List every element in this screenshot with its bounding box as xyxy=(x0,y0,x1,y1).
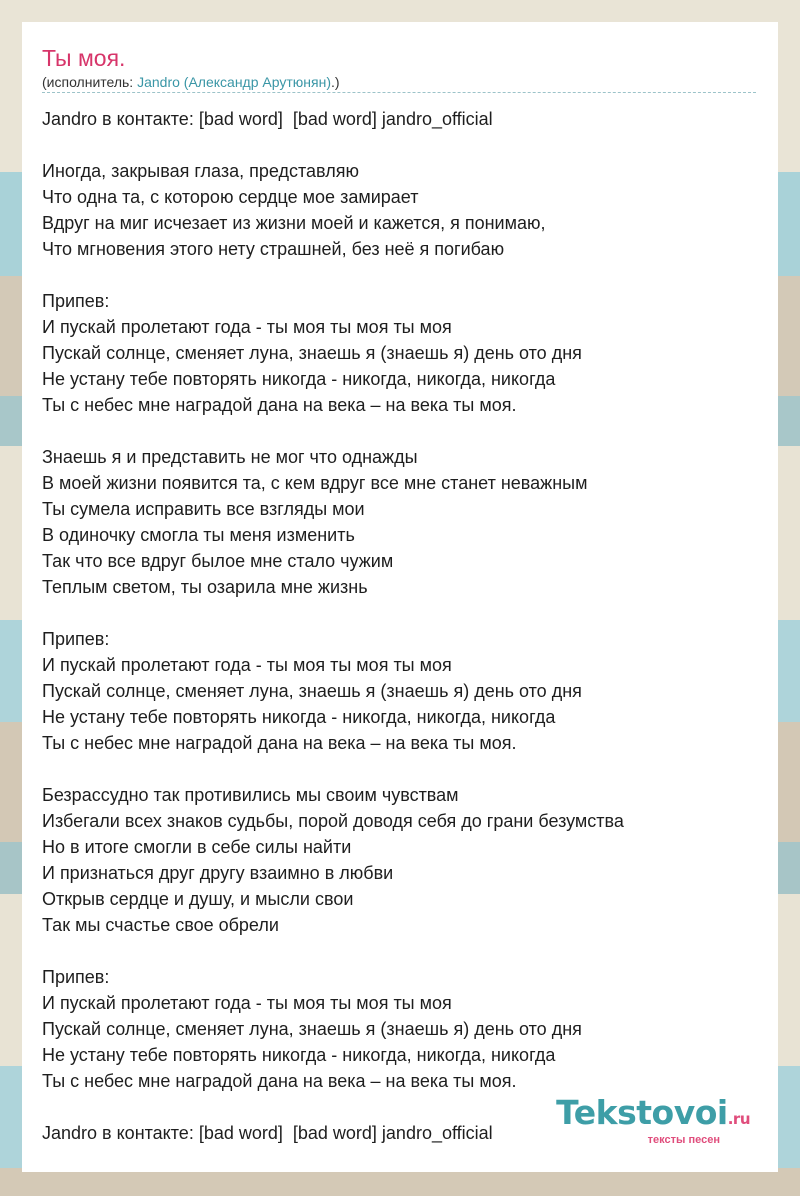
lyrics-blank-line xyxy=(42,132,758,158)
subtitle-prefix: (исполнитель: xyxy=(42,74,138,90)
lyrics-line: Пускай солнце, сменяет луна, знаешь я (знаешь я) день ото дня xyxy=(42,681,582,701)
lyrics-line: Но в итоге смогли в себе силы найти xyxy=(42,837,352,857)
lyrics-line: Jandro в контакте: [bad word] [bad word] jandro_official xyxy=(42,1123,493,1143)
lyrics-line: И пускай пролетают года - ты моя ты моя ты моя xyxy=(42,993,452,1013)
song-title: Ты моя. xyxy=(42,45,126,71)
lyrics-line: Припев: xyxy=(42,629,110,649)
lyrics-line: Что одна та, с которою сердце мое замирает xyxy=(42,187,419,207)
lyrics-card xyxy=(22,22,778,1172)
lyrics-line: Jandro в контакте: [bad word] [bad word] jandro_official xyxy=(42,109,493,129)
lyrics-line: Ты с небес мне наградой дана на века – на века ты моя. xyxy=(42,395,517,415)
logo-tagline: тексты песен xyxy=(647,1134,720,1146)
lyrics-line: Безрассудно так противились мы своим чувствам xyxy=(42,785,459,805)
lyrics-line: И пускай пролетают года - ты моя ты моя ты моя xyxy=(42,317,452,337)
lyrics-line: Не устану тебе повторять никогда - никогда, никогда, никогда xyxy=(42,369,556,389)
lyrics-line: Не устану тебе повторять никогда - никогда, никогда, никогда xyxy=(42,707,556,727)
lyrics-line: Не устану тебе повторять никогда - никогда, никогда, никогда xyxy=(42,1045,556,1065)
header-divider xyxy=(42,92,756,93)
lyrics-line: Иногда, закрывая глаза, представляю xyxy=(42,161,359,181)
lyrics-line: Ты сумела исправить все взгляды мои xyxy=(42,499,365,519)
lyrics-line: Теплым светом, ты озарила мне жизнь xyxy=(42,577,368,597)
artist-link[interactable]: Jandro (Александр Арутюнян) xyxy=(137,74,331,90)
lyrics-blank-line xyxy=(42,938,758,964)
lyrics-line: Ты с небес мне наградой дана на века – на века ты моя. xyxy=(42,1071,517,1091)
lyrics-line: В одиночку смогла ты меня изменить xyxy=(42,525,355,545)
lyrics-blank-line xyxy=(42,600,758,626)
lyrics-body xyxy=(42,106,758,1146)
lyrics-line: Пускай солнце, сменяет луна, знаешь я (знаешь я) день ото дня xyxy=(42,1019,582,1039)
lyrics-blank-line xyxy=(42,262,758,288)
lyrics-line: Пускай солнце, сменяет луна, знаешь я (знаешь я) день ото дня xyxy=(42,343,582,363)
lyrics-line: Так что все вдруг былое мне стало чужим xyxy=(42,551,394,571)
lyrics-line: Вдруг на миг исчезает из жизни моей и кажется, я понимаю, xyxy=(42,213,546,233)
lyrics-blank-line xyxy=(42,756,758,782)
site-logo[interactable] xyxy=(556,1093,750,1146)
lyrics-line: Знаешь я и представить не мог что однажды xyxy=(42,447,418,467)
song-subtitle xyxy=(42,73,340,91)
logo-tld: .ru xyxy=(727,1110,750,1128)
lyrics-line: И пускай пролетают года - ты моя ты моя ты моя xyxy=(42,655,452,675)
lyrics-line: Открыв сердце и душу, и мысли свои xyxy=(42,889,354,909)
lyrics-line: Ты с небес мне наградой дана на века – на века ты моя. xyxy=(42,733,517,753)
logo-name: Tekstovoi xyxy=(556,1093,728,1132)
lyrics-line: Так мы счастье свое обрели xyxy=(42,915,279,935)
lyrics-line: Припев: xyxy=(42,291,110,311)
lyrics-blank-line xyxy=(42,418,758,444)
lyrics-line: Припев: xyxy=(42,967,110,987)
lyrics-line: Избегали всех знаков судьбы, порой доводя себя до грани безумства xyxy=(42,811,624,831)
lyrics-line: Что мгновения этого нету страшней, без неё я погибаю xyxy=(42,239,505,259)
lyrics-line: В моей жизни появится та, с кем вдруг все мне станет неважным xyxy=(42,473,588,493)
lyrics-line: И признаться друг другу взаимно в любви xyxy=(42,863,394,883)
subtitle-suffix: .) xyxy=(330,74,340,90)
